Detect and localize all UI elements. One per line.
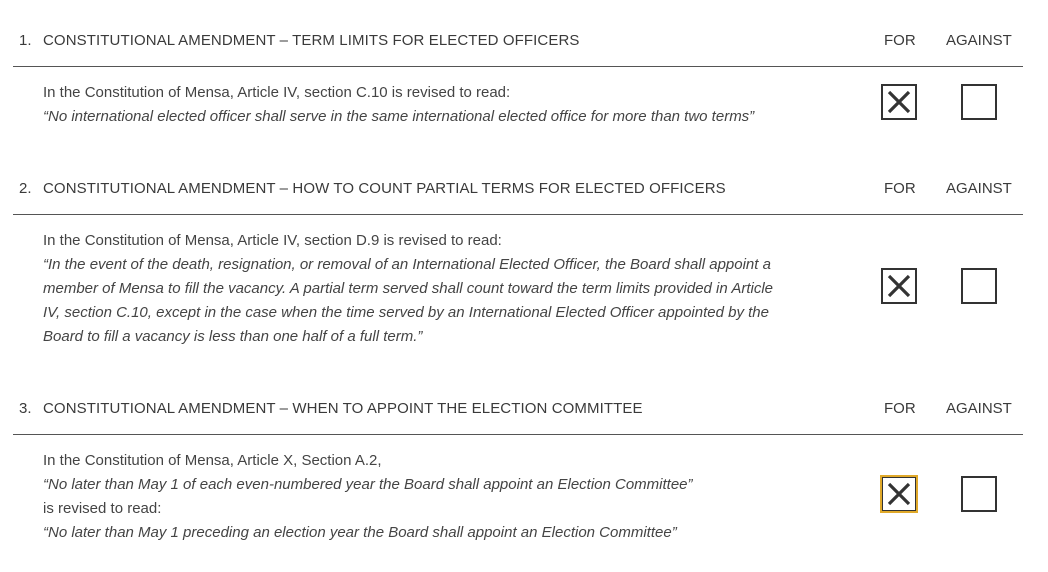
amendment-text bbox=[43, 449, 853, 545]
divider bbox=[13, 434, 1023, 435]
amendment-text bbox=[43, 81, 853, 129]
amendment-text-line: “No later than May 1 of each even-numbered year the Board shall appoint an Election Committee” bbox=[43, 476, 693, 493]
amendment-number: 3. bbox=[19, 400, 32, 417]
vote-for-checkbox[interactable] bbox=[881, 476, 917, 512]
amendment-header bbox=[0, 180, 1048, 208]
for-column-label: FOR bbox=[884, 400, 916, 417]
amendment-text-line: “No later than May 1 preceding an election year the Board shall appoint an Election Committee” bbox=[43, 524, 677, 541]
amendment-header bbox=[0, 400, 1048, 428]
amendment-3 bbox=[0, 400, 1048, 541]
divider bbox=[13, 66, 1023, 67]
amendment-text bbox=[43, 229, 853, 349]
amendment-1 bbox=[0, 32, 1048, 125]
amendment-title: CONSTITUTIONAL AMENDMENT – WHEN TO APPOINT THE ELECTION COMMITTEE bbox=[43, 400, 643, 417]
against-column-label: AGAINST bbox=[946, 180, 1012, 197]
amendment-title: CONSTITUTIONAL AMENDMENT – HOW TO COUNT PARTIAL TERMS FOR ELECTED OFFICERS bbox=[43, 180, 726, 197]
amendment-header bbox=[0, 32, 1048, 60]
x-mark-icon bbox=[887, 482, 911, 506]
amendment-text-line: member of Mensa to fill the vacancy. A partial term served shall count toward the term limits provided in Article bbox=[43, 280, 774, 297]
x-mark-icon bbox=[887, 274, 911, 298]
vote-against-checkbox[interactable] bbox=[961, 84, 997, 120]
vote-for-checkbox[interactable] bbox=[881, 268, 917, 304]
amendment-text-line: is revised to read: bbox=[43, 500, 162, 517]
amendment-text-line: In the Constitution of Mensa, Article IV, section C.10 is revised to read: bbox=[43, 84, 511, 101]
amendment-2 bbox=[0, 180, 1048, 345]
vote-against-checkbox[interactable] bbox=[961, 268, 997, 304]
amendment-text-line: “In the event of the death, resignation, or removal of an International Elected Officer, the Board shall appoint a bbox=[43, 256, 771, 273]
for-column-label: FOR bbox=[884, 32, 916, 49]
amendment-number: 1. bbox=[19, 32, 32, 49]
for-column-label: FOR bbox=[884, 180, 916, 197]
amendment-number: 2. bbox=[19, 180, 32, 197]
amendment-text-line: Board to fill a vacancy is less than one half of a full term.” bbox=[43, 328, 423, 345]
divider bbox=[13, 214, 1023, 215]
vote-for-checkbox[interactable] bbox=[881, 84, 917, 120]
x-mark-icon bbox=[887, 90, 911, 114]
amendment-text-line: IV, section C.10, except in the case when the time served by an International Elected Officer appointed by the bbox=[43, 304, 769, 321]
vote-against-checkbox[interactable] bbox=[961, 476, 997, 512]
amendment-title: CONSTITUTIONAL AMENDMENT – TERM LIMITS FOR ELECTED OFFICERS bbox=[43, 32, 580, 49]
against-column-label: AGAINST bbox=[946, 32, 1012, 49]
amendment-text-line: In the Constitution of Mensa, Article X, Section A.2, bbox=[43, 452, 382, 469]
amendment-text-line: In the Constitution of Mensa, Article IV, section D.9 is revised to read: bbox=[43, 232, 502, 249]
against-column-label: AGAINST bbox=[946, 400, 1012, 417]
amendment-text-line: “No international elected officer shall serve in the same international elected office for more than two terms” bbox=[43, 108, 755, 125]
